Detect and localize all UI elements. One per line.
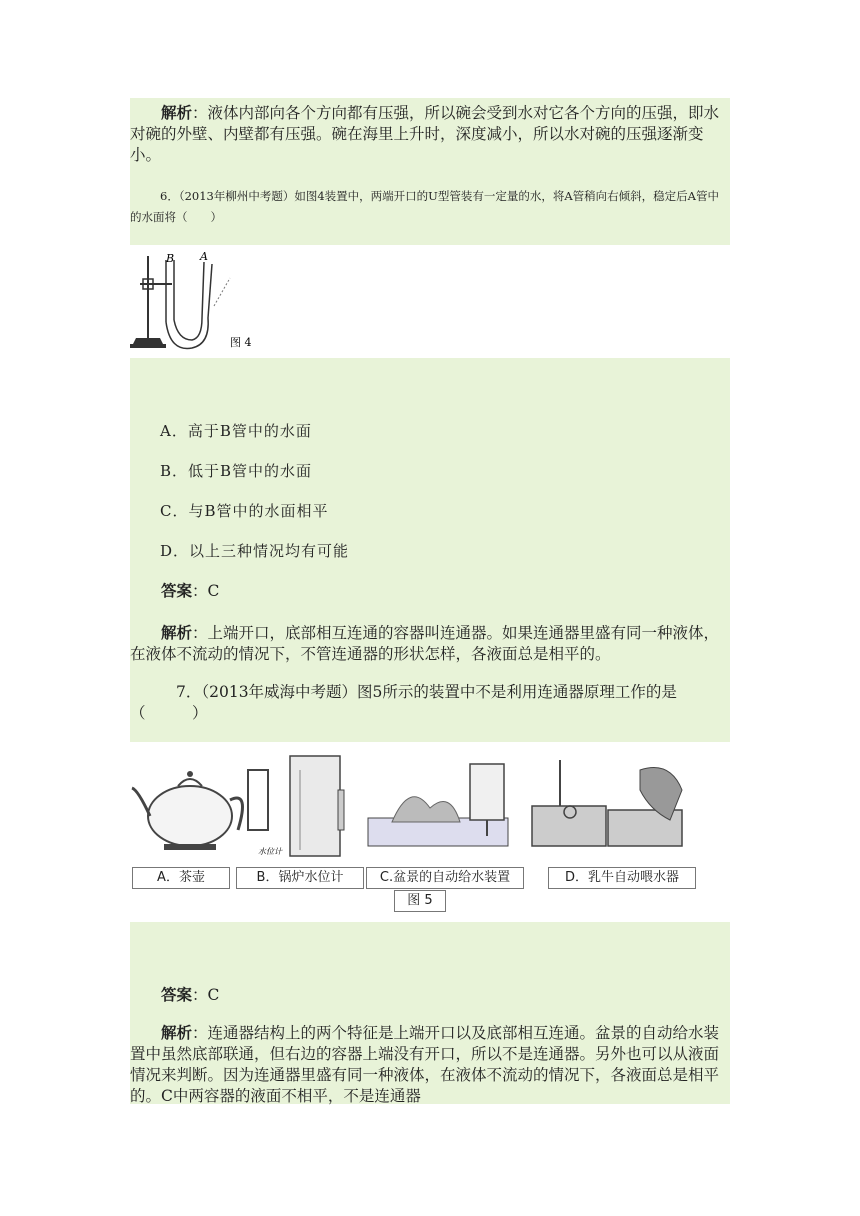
- u-tube-diagram: [130, 248, 350, 356]
- connected-vessels-illustration: [130, 750, 686, 862]
- answer-value: ：C: [192, 986, 220, 1004]
- option-c: C．与B管中的水面相平: [160, 502, 329, 520]
- answer-value: ：C: [192, 582, 220, 600]
- answer-line-2: [130, 984, 730, 1006]
- analysis-label: 解析: [161, 623, 193, 642]
- analysis-text: ：上端开口，底部相互连通的容器叫连通器。如果连通器里盛有同一种液体，在液体不流动的情况下，不管连通器的形状怎样，各液面总是相平的。: [130, 624, 720, 663]
- option-b: B．低于B管中的水面: [160, 462, 313, 480]
- analysis-paragraph-2: [130, 622, 730, 665]
- analysis-text: ：液体内部向各个方向都有压强，所以碗会受到水对它各个方向的压强，即水对碗的外壁、内壁都有压强。碗在海里上升时，深度减小，所以水对碗的压强逐渐变小。: [130, 104, 720, 164]
- analysis-text: ：连通器结构上的两个特征是上端开口以及底部相互连通。盆景的自动给水装置中虽然底部联通，但右边的容器上端没有开口，所以不是连通器。另外也可以从液面情况来判断。因为连通器里盛有同一种液体，在液体不流动的情况下，各液面总是相平的。C中两容器的液面不相平，不是连通器: [130, 1024, 720, 1105]
- analysis-label: 解析: [161, 103, 193, 122]
- answer-line-1: [130, 580, 730, 602]
- highlight-block-1: [130, 98, 730, 245]
- label-b: B: [166, 252, 175, 265]
- figure-4: [130, 248, 350, 356]
- analysis-label: 解析: [161, 1023, 193, 1042]
- answer-label: 答案: [161, 581, 193, 600]
- caption-teapot: A．茶壶: [132, 867, 230, 889]
- highlight-block-2: [130, 358, 730, 742]
- caption-bonsai-feeder: C.盆景的自动给水装置: [366, 867, 524, 889]
- figure-5-title: 图 5: [394, 890, 446, 912]
- answer-label: 答案: [161, 985, 193, 1004]
- option-a: A．高于B管中的水面: [160, 422, 312, 440]
- caption-cow-feeder: D．乳牛自动喂水器: [548, 867, 696, 889]
- option-d: D．以上三种情况均有可能: [160, 542, 350, 560]
- label-a: A: [200, 250, 208, 263]
- gauge-label: 水位计: [258, 847, 282, 856]
- question-6: 6．（2013年柳州中考题）如图4装置中，两端开口的U型管装有一定量的水，将A管稍向右倾斜，稳定后A管中的水面将（ ）: [130, 189, 719, 224]
- analysis-paragraph-1: [130, 102, 730, 166]
- highlight-block-3: [130, 922, 730, 1104]
- question-7: 7．（2013年威海中考题）图5所示的装置中不是利用连通器原理工作的是（ ）: [130, 683, 677, 722]
- figure-4-caption: 图 4: [230, 336, 252, 349]
- caption-boiler-gauge: B．锅炉水位计: [236, 867, 364, 889]
- figure-5: [130, 750, 686, 910]
- analysis-paragraph-3: [130, 1022, 730, 1107]
